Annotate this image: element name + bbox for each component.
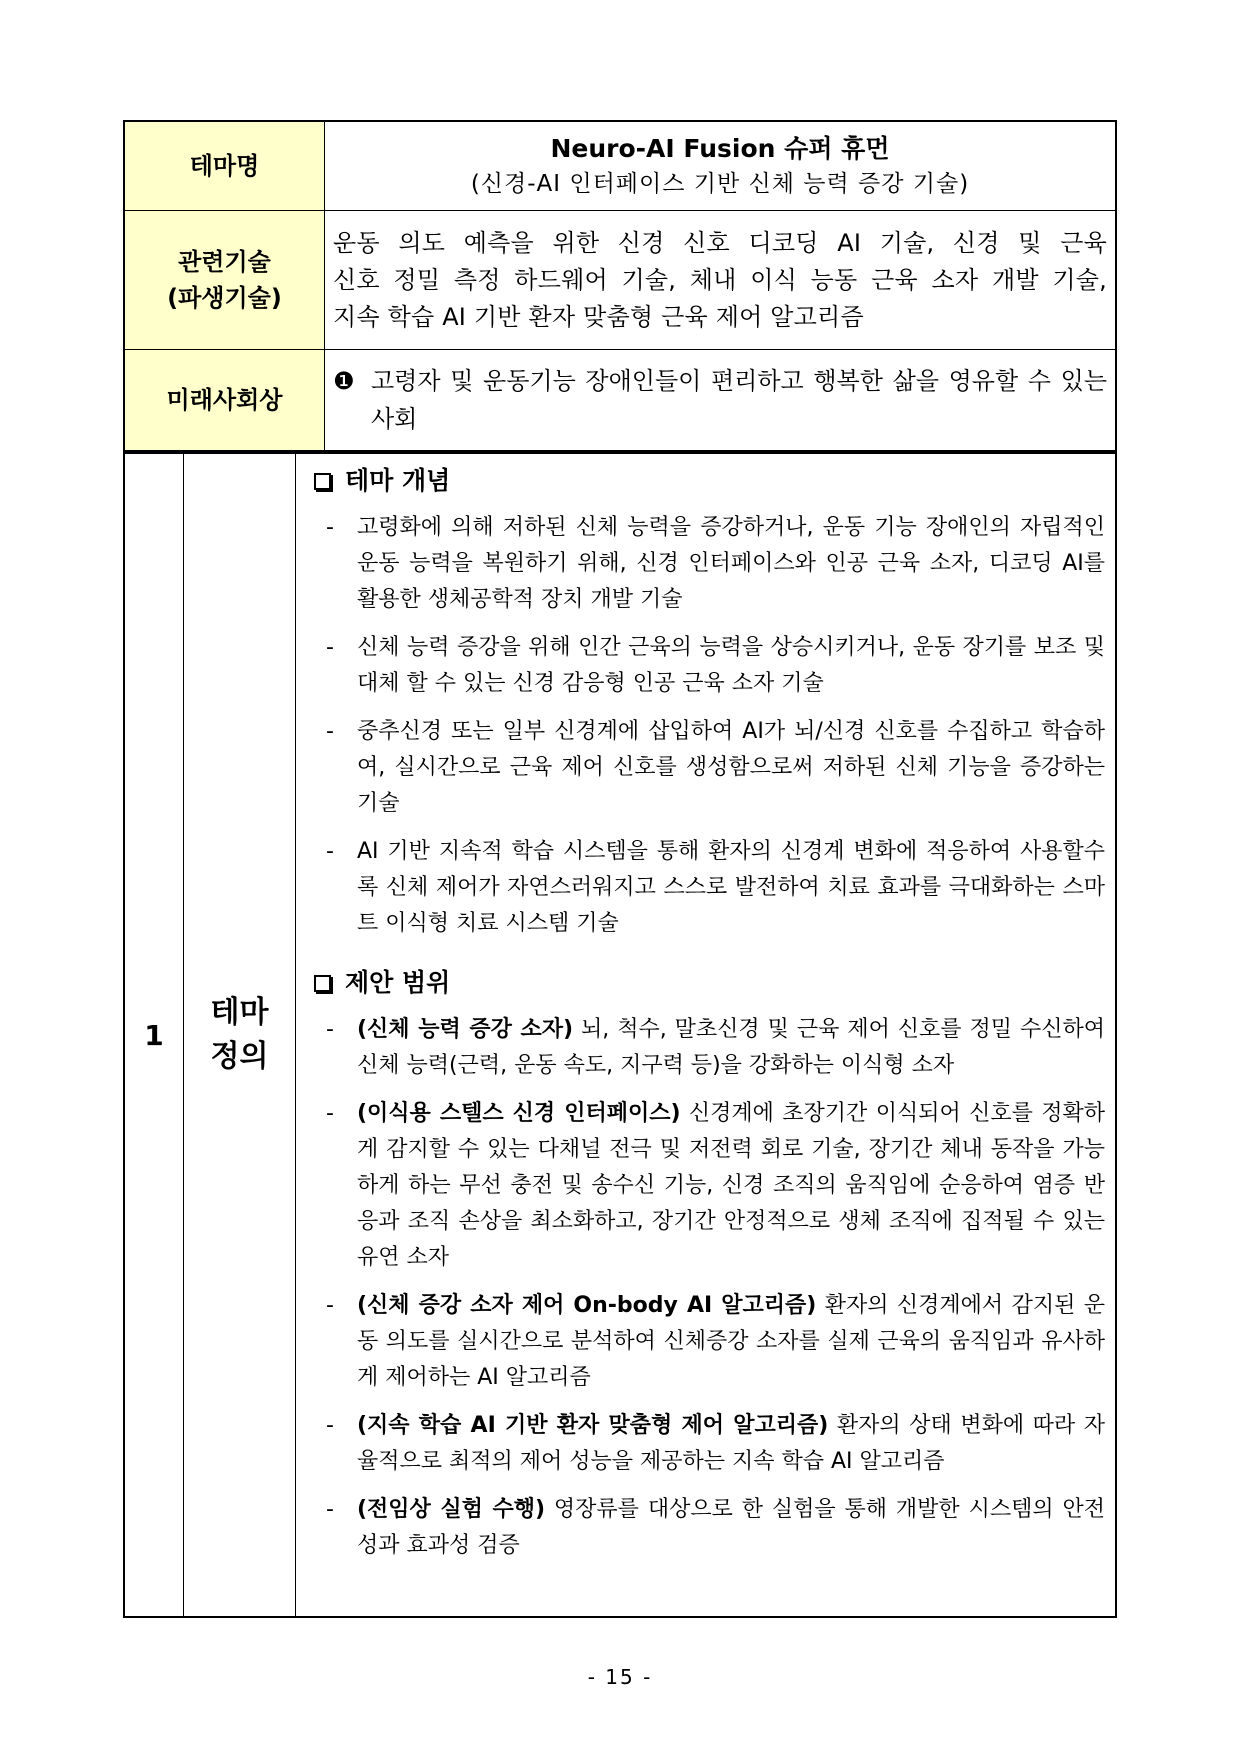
related-tech-line: 지속 학습 AI 기반 환자 맞춤형 근육 제어 알고리즘 — [333, 302, 864, 331]
dash-bullet: - — [326, 719, 334, 744]
scope-item — [310, 1288, 1105, 1396]
scope-item-body: 신경계에 초장기간 이식되어 신호를 정확하게 감지할 수 있는 다채널 전극 및 저전력 회로 기술, 장기간 체내 동작을 가능하게 하는 무선 충전 및 송수신 기능, 신경 조직의 움직임에 순응하여 염증 반응과 조직 손상을 최소화하고, 장기간 안정적으로 생체 조직에 집적될 수 있는 유연 소자 — [357, 1101, 1105, 1270]
definition-content — [296, 453, 1117, 1618]
dash-bullet: - — [326, 515, 334, 540]
scope-item-text — [351, 1012, 1105, 1084]
scope-item-heading: (이식용 스텔스 신경 인터페이스) — [357, 1101, 681, 1126]
definition-heading — [184, 453, 296, 1618]
related-tech-label — [124, 211, 325, 350]
definition-heading-line2: 정의 — [210, 1039, 269, 1074]
scope-item-text — [351, 1408, 1105, 1480]
item-number: 1 — [124, 453, 184, 1618]
scope-title-text: 제안 범위 — [345, 968, 451, 997]
theme-name-label: 테마명 — [124, 121, 325, 211]
theme-definition-table — [123, 451, 1117, 1618]
concept-item — [310, 630, 1105, 702]
concept-item — [310, 510, 1105, 618]
scope-item-text — [351, 1492, 1105, 1564]
scope-item — [310, 1408, 1105, 1480]
related-tech-row — [124, 211, 1116, 350]
scope-item-text — [351, 1288, 1105, 1396]
related-tech-line: 신호 정밀 측정 하드웨어 기술, 체내 이식 능동 근육 소자 개발 기술, — [333, 265, 1107, 294]
theme-subtitle: (신경-AI 인터페이스 기반 신체 능력 증강 기술) — [470, 171, 970, 197]
scope-item — [310, 1492, 1105, 1564]
related-tech-line: 운동 의도 예측을 위한 신경 신호 디코딩 AI 기술, 신경 및 근육 — [333, 228, 1107, 257]
checkbox-square-icon — [314, 473, 331, 490]
dash-bullet: - — [326, 1101, 334, 1126]
theme-title-cell — [325, 121, 1117, 211]
future-society-text: 고령자 및 운동기능 장애인들이 편리하고 행복한 삶을 영유할 수 있는 사회 — [371, 367, 1107, 433]
scope-item-text — [351, 1096, 1105, 1276]
scope-item-heading: (전임상 실험 수행) — [357, 1497, 546, 1522]
scope-item — [310, 1012, 1105, 1084]
theme-summary-table — [123, 120, 1117, 452]
definition-row — [124, 453, 1116, 1618]
dash-bullet: - — [326, 1413, 334, 1438]
concept-item-text: 신체 능력 증강을 위해 인간 근육의 능력을 상승시키거나, 운동 장기를 보조 및 대체 할 수 있는 신경 감응형 인공 근육 소자 기술 — [357, 635, 1105, 696]
scope-item-heading: (신체 증강 소자 제어 On-body AI 알고리즘) — [357, 1293, 817, 1318]
concept-item-text: 중추신경 또는 일부 신경계에 삽입하여 AI가 뇌/신경 신호를 수집하고 학습하여, 실시간으로 근육 제어 신호를 생성함으로써 저하된 신체 기능을 증강하는 기술 — [357, 719, 1105, 816]
concept-item-text: AI 기반 지속적 학습 시스템을 통해 환자의 신경계 변화에 적응하여 사용할수록 신체 제어가 자연스러워지고 스스로 발전하여 치료 효과를 극대화하는 스마트 이식형 치료 시스템 기술 — [357, 839, 1105, 936]
future-society-label: 미래사회상 — [124, 350, 325, 452]
dash-bullet: - — [326, 1497, 334, 1522]
circled-number-one-icon: ❶ — [333, 367, 355, 395]
concept-section-title — [310, 466, 1105, 496]
related-tech-label-line2: (파생기술) — [167, 284, 282, 312]
page-number: - 15 - — [587, 1665, 653, 1689]
checkbox-square-icon — [314, 975, 331, 992]
dash-bullet: - — [326, 1293, 334, 1318]
scope-item-body: 뇌, 척수, 말초신경 및 근육 제어 신호를 정밀 수신하여 신체 능력(근력, 운동 속도, 지구력 등)을 강화하는 이식형 소자 — [357, 1017, 1106, 1078]
definition-heading-line1: 테마 — [210, 995, 269, 1030]
concept-item — [310, 834, 1105, 942]
dash-bullet: - — [326, 839, 334, 864]
related-tech-label-line1: 관련기술 — [178, 248, 271, 276]
concept-title-text: 테마 개념 — [345, 466, 451, 495]
scope-section-title — [310, 968, 1105, 998]
scope-item-heading: (신체 능력 증강 소자) — [357, 1017, 574, 1042]
related-tech-content — [325, 211, 1117, 350]
dash-bullet: - — [326, 635, 334, 660]
concept-item-text: 고령화에 의해 저하된 신체 능력을 증강하거나, 운동 기능 장애인의 자립적인 운동 능력을 복원하기 위해, 신경 인터페이스와 인공 근육 소자, 디코딩 AI를 활용한 생체공학적 장치 개발 기술 — [357, 515, 1105, 612]
future-society-item — [333, 362, 1107, 438]
theme-name-row — [124, 121, 1116, 211]
scope-item — [310, 1096, 1105, 1276]
future-society-content — [325, 350, 1117, 452]
future-society-row — [124, 350, 1116, 452]
scope-item-heading: (지속 학습 AI 기반 환자 맞춤형 제어 알고리즘) — [357, 1413, 829, 1438]
scope-item-body: 환자의 신경계에서 감지된 운동 의도를 실시간으로 분석하여 신체증강 소자를 실제 근육의 움직임과 유사하게 제어하는 AI 알고리즘 — [357, 1293, 1106, 1390]
theme-title: Neuro-AI Fusion 슈퍼 휴먼 — [550, 134, 890, 163]
dash-bullet: - — [326, 1017, 334, 1042]
scope-item-body: 환자의 상태 변화에 따라 자율적으로 최적의 제어 성능을 제공하는 지속 학습 AI 알고리즘 — [357, 1413, 1105, 1474]
scope-item-body: 영장류를 대상으로 한 실험을 통해 개발한 시스템의 안전성과 효과성 검증 — [357, 1497, 1105, 1558]
concept-item — [310, 714, 1105, 822]
